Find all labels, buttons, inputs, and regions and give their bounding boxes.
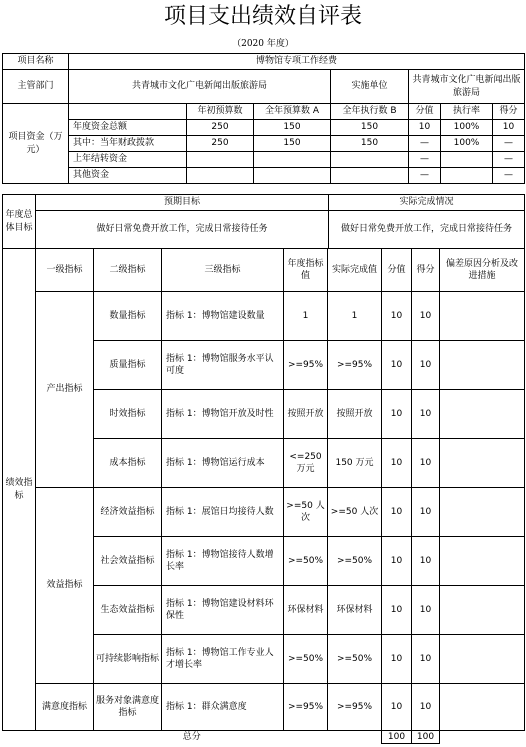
funds-cell: 100% bbox=[441, 120, 493, 136]
funds-cell: 250 bbox=[187, 136, 254, 152]
got-value: 10 bbox=[412, 684, 440, 731]
funds-cell bbox=[187, 168, 254, 184]
deviation-note bbox=[440, 586, 525, 635]
deviation-note bbox=[440, 635, 525, 684]
actual-value: >=95% bbox=[328, 341, 382, 390]
goals-label: 年度总体目标 bbox=[3, 195, 36, 249]
perf-header: 实际完成值 bbox=[328, 249, 382, 292]
impl-unit-value: 共青城市文化广电新闻出版旅游局 bbox=[409, 70, 525, 104]
level2-indicator: 成本指标 bbox=[94, 439, 162, 488]
deviation-note bbox=[440, 341, 525, 390]
target-value: 1 bbox=[284, 292, 328, 341]
level3-indicator: 指标 1：博物馆运行成本 bbox=[162, 439, 284, 488]
funds-header: 全年执行数 B bbox=[331, 104, 409, 120]
level1-output: 产出指标 bbox=[36, 292, 94, 488]
target-value: 环保材料 bbox=[284, 586, 328, 635]
project-name-label: 项目名称 bbox=[3, 54, 69, 70]
level3-indicator: 指标 1：展馆日均接待人数 bbox=[162, 488, 284, 537]
funds-row-name: 年度资金总额 bbox=[69, 120, 187, 136]
deviation-note bbox=[440, 537, 525, 586]
perf-header: 分值 bbox=[382, 249, 412, 292]
funds-header: 年初预算数 bbox=[187, 104, 254, 120]
planned-goal-header: 预期目标 bbox=[36, 195, 329, 211]
funds-header: 全年预算数 A bbox=[254, 104, 331, 120]
got-value: 10 bbox=[412, 488, 440, 537]
level3-indicator: 指标 1：博物馆接待人数增长率 bbox=[162, 537, 284, 586]
actual-value: 150 万元 bbox=[328, 439, 382, 488]
score-value: 10 bbox=[382, 390, 412, 439]
project-name-value: 博物馆专项工作经费 bbox=[69, 54, 525, 70]
target-value: >=95% bbox=[284, 341, 328, 390]
perf-header: 年度指标值 bbox=[284, 249, 328, 292]
level2-indicator: 生态效益指标 bbox=[94, 586, 162, 635]
score-value: 10 bbox=[382, 684, 412, 731]
funds-header: 执行率 bbox=[441, 104, 493, 120]
funds-cell bbox=[441, 152, 493, 168]
funds-header: 分值 bbox=[409, 104, 441, 120]
target-value: >=50% bbox=[284, 537, 328, 586]
funds-row-name: 其中：当年财政拨款 bbox=[69, 136, 187, 152]
goals-table bbox=[2, 194, 525, 249]
actual-value: >=50% bbox=[328, 635, 382, 684]
funds-row-name: 上年结转资金 bbox=[69, 152, 187, 168]
score-value: 10 bbox=[382, 341, 412, 390]
funds-label: 项目资金（万元） bbox=[3, 104, 69, 184]
deviation-note bbox=[440, 684, 525, 731]
level3-indicator: 指标 1：博物馆工作专业人才增长率 bbox=[162, 635, 284, 684]
level3-indicator: 指标 1：博物馆开放及时性 bbox=[162, 390, 284, 439]
performance-table bbox=[2, 248, 525, 744]
total-score: 100 bbox=[382, 731, 412, 744]
funds-cell: — bbox=[493, 136, 525, 152]
level2-indicator: 社会效益指标 bbox=[94, 537, 162, 586]
level2-indicator: 质量指标 bbox=[94, 341, 162, 390]
level2-indicator: 数量指标 bbox=[94, 292, 162, 341]
funds-cell bbox=[254, 168, 331, 184]
level3-indicator: 指标 1：博物馆服务水平认可度 bbox=[162, 341, 284, 390]
perf-header: 得分 bbox=[412, 249, 440, 292]
funds-cell: — bbox=[493, 152, 525, 168]
actual-value: 环保材料 bbox=[328, 586, 382, 635]
perf-header: 二级指标 bbox=[94, 249, 162, 292]
score-value: 10 bbox=[382, 537, 412, 586]
score-value: 10 bbox=[382, 586, 412, 635]
project-info-table bbox=[2, 53, 525, 184]
actual-goal-header: 实际完成情况 bbox=[329, 195, 525, 211]
got-value: 10 bbox=[412, 341, 440, 390]
target-value: >=50 人次 bbox=[284, 488, 328, 537]
score-value: 10 bbox=[382, 635, 412, 684]
funds-cell: — bbox=[409, 168, 441, 184]
dept-value: 共青城市文化广电新闻出版旅游局 bbox=[69, 70, 331, 104]
funds-cell bbox=[331, 168, 409, 184]
level2-indicator: 服务对象满意度指标 bbox=[94, 684, 162, 731]
level2-indicator: 经济效益指标 bbox=[94, 488, 162, 537]
actual-goal-text: 做好日常免费开放工作，完成日常接待任务 bbox=[329, 211, 525, 249]
level2-indicator: 可持续影响指标 bbox=[94, 635, 162, 684]
funds-cell: — bbox=[493, 168, 525, 184]
funds-cell bbox=[187, 152, 254, 168]
got-value: 10 bbox=[412, 439, 440, 488]
funds-cell: 100% bbox=[441, 136, 493, 152]
score-value: 10 bbox=[382, 439, 412, 488]
deviation-note bbox=[440, 390, 525, 439]
total-got: 100 bbox=[412, 731, 440, 744]
page-title: 项目支出绩效自评表 bbox=[163, 4, 362, 29]
score-value: 10 bbox=[382, 292, 412, 341]
funds-cell: 150 bbox=[254, 136, 331, 152]
funds-cell bbox=[441, 168, 493, 184]
impl-unit-label: 实施单位 bbox=[331, 70, 409, 104]
funds-cell: 150 bbox=[254, 120, 331, 136]
got-value: 10 bbox=[412, 635, 440, 684]
level1-satisfaction: 满意度指标 bbox=[36, 684, 94, 731]
funds-cell bbox=[254, 152, 331, 168]
funds-row-name: 其他资金 bbox=[69, 168, 187, 184]
funds-cell: 10 bbox=[409, 120, 441, 136]
target-value: 按照开放 bbox=[284, 390, 328, 439]
actual-value: 按照开放 bbox=[328, 390, 382, 439]
target-value: >=50% bbox=[284, 635, 328, 684]
perf-label: 绩效指标 bbox=[3, 249, 36, 731]
deviation-note bbox=[440, 292, 525, 341]
level3-indicator: 指标 1：群众满意度 bbox=[162, 684, 284, 731]
actual-value: >=50% bbox=[328, 537, 382, 586]
funds-cell: — bbox=[409, 152, 441, 168]
deviation-note bbox=[440, 439, 525, 488]
perf-header: 一级指标 bbox=[36, 249, 94, 292]
target-value: >=95% bbox=[284, 684, 328, 731]
actual-value: >=50 人次 bbox=[328, 488, 382, 537]
funds-cell: 150 bbox=[331, 136, 409, 152]
actual-value: >=95% bbox=[328, 684, 382, 731]
actual-value: 1 bbox=[328, 292, 382, 341]
deviation-note bbox=[440, 488, 525, 537]
level3-indicator: 指标 1：博物馆建设材料环保性 bbox=[162, 586, 284, 635]
got-value: 10 bbox=[412, 586, 440, 635]
perf-header: 三级指标 bbox=[162, 249, 284, 292]
planned-goal-text: 做好日常免费开放工作，完成日常接待任务 bbox=[36, 211, 329, 249]
funds-cell bbox=[331, 152, 409, 168]
got-value: 10 bbox=[412, 292, 440, 341]
target-value: <=250 万元 bbox=[284, 439, 328, 488]
funds-header: 得分 bbox=[493, 104, 525, 120]
got-value: 10 bbox=[412, 390, 440, 439]
level1-benefit: 效益指标 bbox=[36, 488, 94, 684]
funds-cell: 150 bbox=[331, 120, 409, 136]
level3-indicator: 指标 1：博物馆建设数量 bbox=[162, 292, 284, 341]
year-label: （2020 年度） bbox=[232, 39, 294, 49]
funds-cell: 10 bbox=[493, 120, 525, 136]
perf-header: 偏差原因分析及改进措施 bbox=[440, 249, 525, 292]
got-value: 10 bbox=[412, 537, 440, 586]
dept-label: 主管部门 bbox=[3, 70, 69, 104]
score-value: 10 bbox=[382, 488, 412, 537]
level2-indicator: 时效指标 bbox=[94, 390, 162, 439]
funds-cell: 250 bbox=[187, 120, 254, 136]
funds-cell: — bbox=[409, 136, 441, 152]
total-label: 总分 bbox=[182, 732, 201, 743]
